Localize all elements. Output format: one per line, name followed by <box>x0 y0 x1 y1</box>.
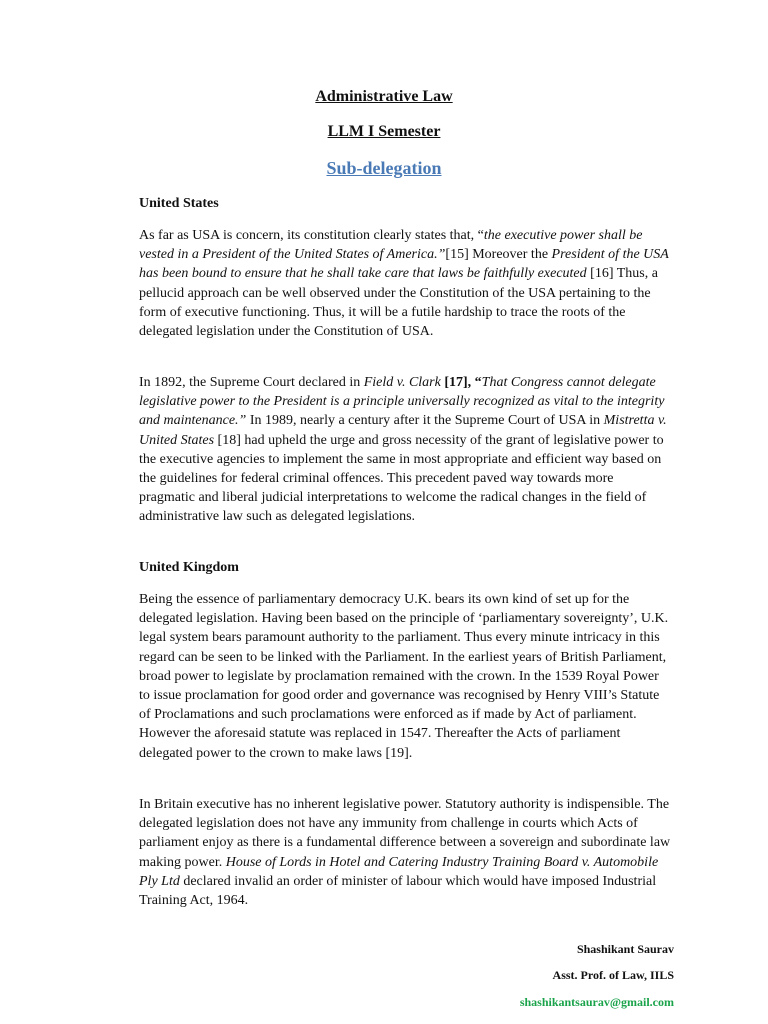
section-heading-uk: United Kingdom <box>139 560 239 575</box>
italic-span: Field v. Clark <box>363 375 441 390</box>
topic-heading: Sub-delegation <box>326 158 442 178</box>
italic-span: House of Lords in Hotel and Catering Industry Training Board v. Automobile Ply Ltd <box>139 854 659 889</box>
italic-span: That Congress cannot delegate legislative power to the President is a principle universally recognized as vital to the integrity and maintenance.” <box>139 375 665 429</box>
bold-span: [17], “ <box>440 375 482 390</box>
paragraph-us-2 <box>139 373 671 527</box>
document-title: Administrative Law <box>315 88 453 105</box>
text-span: [18] had upheld the urge and gross necessity of the grant of legislative power to the executive agencies to implement the same in most appropriate and efficient way based on the guidelines for federal criminal offences. This precedent paved way towards more pragmatic and liberal judicial interpretations to welcome the radical changes in the field of administrative law such as delegated legislations. <box>139 432 664 525</box>
text-span: In Britain executive has no inherent legislative power. Statutory authority is indispensible. The delegated legislation does not have any immunity from challenge in courts which Acts of parliament enjoy as there is a fundamental difference between a sovereign and subordinate law making power. <box>139 797 671 870</box>
paragraph-uk-1: Being the essence of parliamentary democracy U.K. bears its own kind of set up for the delegated legislation. Having been based on the principle of ‘parliamentary sovereignty’, U.K. legal system bears paramount authority to the parliament. Thus every minute intricacy in this regard can be seen to be linked with the Parliament. In the earliest years of British Parliament, broad power to legislate by proclamation remained with the crown. In the 1539 Royal Power to issue proclamation for good order and governance was recognised by Henry VIII’s Statute of Proclamations and such proclamations were enforced as if made by Act of parliament. However the aforesaid statute was replaced in 1547. Thereafter the Acts of parliament delegated power to the crown to make laws [19]. <box>139 592 669 761</box>
section-heading-us: United States <box>139 196 219 211</box>
author-position: Asst. Prof. of Law, IILS <box>552 968 674 982</box>
paragraph-uk-2 <box>139 795 671 910</box>
author-name: Shashikant Saurav <box>576 942 674 956</box>
text-span: In 1892, the Supreme Court declared in <box>139 375 364 390</box>
italic-span: Mistretta v. United States <box>139 413 667 448</box>
author-email[interactable]: shashikantsaurav@gmail.com <box>519 995 674 1009</box>
text-span: [15] Moreover the <box>445 247 552 263</box>
text-span: In 1989, nearly a century after it the Supreme Court of USA in <box>246 413 604 429</box>
document-subtitle: LLM I Semester <box>327 123 441 140</box>
italic-span: the executive power shall be vested in a President of the United States of America.” <box>139 228 643 263</box>
paragraph-us-1 <box>139 226 671 341</box>
italic-span: President of the USA has been bound to ensure that he shall take care that laws be faithfully executed <box>139 247 669 282</box>
text-span: [16] Thus, a pellucid approach can be well observed under the Constitution of the USA pertaining to the form of executive functioning. Thus, it will be a futile hardship to trace the roots of the delegated legislation under the Constitution of USA. <box>139 266 658 340</box>
text-span: As far as USA is concern, its constitution clearly states that, “ <box>139 228 484 243</box>
text-span: declared invalid an order of minister of labour which would have imposed Industrial Training Act, 1964. <box>139 873 657 909</box>
